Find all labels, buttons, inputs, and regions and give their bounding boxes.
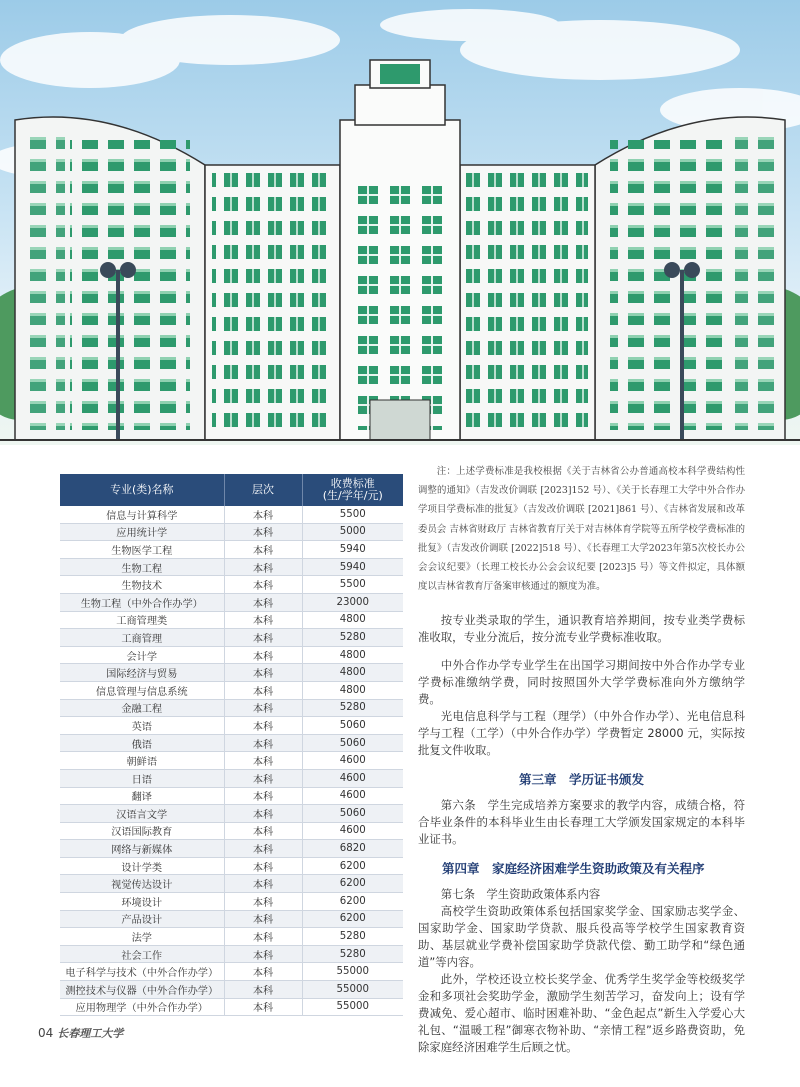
table-row: [60, 875, 403, 893]
table-row: [60, 541, 403, 559]
major-cell: 翻译: [60, 787, 224, 805]
level-cell: 本科: [224, 769, 302, 787]
major-cell: 视觉传达设计: [60, 875, 224, 893]
level-cell: 本科: [224, 805, 302, 823]
major-cell: 设计学类: [60, 857, 224, 875]
fee-note: 注：上述学费标准是我校根据《关于吉林省公办普通高校本科学费结构性调整的通知》（吉发改价调联 [2023]152 号）、《关于长春理工大学中外合作办学项目学费标准的批复》（吉发改价调联 [2021]861 号）、《吉林省发展和改革委员会 吉林省财政厅 吉林省教育厅关于对吉林体育学院等五所学校学费标准的批复》（吉发改价调联 [2022]518 号）、《长春理工大学2023年第5次校长办公会会议纪要》（长理工校长办公会会议纪要 [2023]5 号）等文件拟定，具体额度以吉林省教育厅备案审核通过的额度为准。: [418, 466, 745, 593]
table-row: [60, 681, 403, 699]
level-cell: 本科: [224, 717, 302, 735]
tuition-fee-table: [60, 474, 403, 1016]
major-cell: 信息与计算科学: [60, 506, 224, 523]
fee-cell: 55000: [302, 981, 403, 999]
level-cell: 本科: [224, 998, 302, 1016]
university-logo-text: 长春理工大学: [57, 1027, 124, 1040]
col-header-fee: 收费标准 (生/学年/元): [302, 474, 403, 506]
table-row: [60, 699, 403, 717]
fee-cell: 5280: [302, 699, 403, 717]
major-cell: 应用统计学: [60, 523, 224, 541]
major-cell: 产品设计: [60, 910, 224, 928]
left-wing: [15, 117, 205, 440]
paragraph-school-aid: 此外，学校还设立校长奖学金、优秀学生奖学金等校级奖学金和多项社会奖助学金，激励学生刻苦学习，奋发向上；设有学费减免、爱心超市、临时困难补助、“金色起点”新生入学爱心大礼包、“温暖工程”御寒衣物补助、“亲情工程”返乡路费资助，免除家庭经济困难学生后顾之忧。: [418, 972, 745, 1055]
level-cell: 本科: [224, 558, 302, 576]
level-cell: 本科: [224, 646, 302, 664]
table-body: [60, 506, 403, 1016]
table-row: [60, 593, 403, 611]
fee-cell: 4800: [302, 664, 403, 682]
major-cell: 会计学: [60, 646, 224, 664]
major-cell: 生物技术: [60, 576, 224, 594]
table-row: [60, 840, 403, 858]
level-cell: 本科: [224, 734, 302, 752]
major-cell: 工商管理: [60, 629, 224, 647]
article-7: 第七条 学生资助政策体系内容: [440, 887, 601, 902]
fee-cell: 5280: [302, 928, 403, 946]
major-cell: 社会工作: [60, 945, 224, 963]
fee-cell: 6820: [302, 840, 403, 858]
page-footer: [38, 1025, 123, 1041]
fee-cell: 5500: [302, 576, 403, 594]
major-cell: 国际经济与贸易: [60, 664, 224, 682]
level-cell: 本科: [224, 857, 302, 875]
level-cell: 本科: [224, 981, 302, 999]
level-cell: 本科: [224, 752, 302, 770]
table-row: [60, 629, 403, 647]
table-row: [60, 893, 403, 911]
major-cell: 汉语国际教育: [60, 822, 224, 840]
paragraph-sino-foreign: 中外合作办学专业学生在出国学习期间按中外合作办学专业学费标准缴纳学费，同时按照国外大学学费标准向外方缴纳学费。: [418, 658, 745, 707]
level-cell: 本科: [224, 664, 302, 682]
table-row: [60, 611, 403, 629]
central-tower: [340, 60, 460, 440]
table-row: [60, 928, 403, 946]
col-header-major: 专业(类)名称: [60, 474, 224, 506]
table-row: [60, 857, 403, 875]
level-cell: 本科: [224, 822, 302, 840]
table-row: [60, 664, 403, 682]
level-cell: 本科: [224, 893, 302, 911]
table-row: [60, 576, 403, 594]
level-cell: 本科: [224, 629, 302, 647]
fee-cell: 5940: [302, 558, 403, 576]
paragraph-aid-system: 高校学生资助政策体系包括国家奖学金、国家励志奖学金、国家助学金、国家助学贷款、服兵役高等学校学生国家教育资助、基层就业学费补偿国家助学贷款代偿、勤工助学和“绿色通道”等内容。: [418, 904, 745, 970]
level-cell: 本科: [224, 963, 302, 981]
table-row: [60, 646, 403, 664]
fee-cell: 4600: [302, 822, 403, 840]
level-cell: 本科: [224, 576, 302, 594]
major-cell: 俄语: [60, 734, 224, 752]
campus-building-illustration: [0, 0, 800, 445]
fee-cell: 4800: [302, 611, 403, 629]
fee-cell: 5000: [302, 523, 403, 541]
major-cell: 朝鲜语: [60, 752, 224, 770]
major-cell: 法学: [60, 928, 224, 946]
table-row: [60, 734, 403, 752]
col-header-level: 层次: [224, 474, 302, 506]
fee-cell: 5280: [302, 945, 403, 963]
level-cell: 本科: [224, 928, 302, 946]
table-row: [60, 752, 403, 770]
page-number: 04: [38, 1026, 54, 1040]
fee-cell: 5940: [302, 541, 403, 559]
fee-cell: 6200: [302, 910, 403, 928]
fee-cell: 23000: [302, 593, 403, 611]
major-cell: 生物工程（中外合作办学）: [60, 593, 224, 611]
table-row: [60, 787, 403, 805]
right-column: [418, 462, 745, 1056]
table-row: [60, 963, 403, 981]
major-cell: 测控技术与仪器（中外合作办学）: [60, 981, 224, 999]
major-cell: 信息管理与信息系统: [60, 681, 224, 699]
fee-cell: 55000: [302, 963, 403, 981]
level-cell: 本科: [224, 541, 302, 559]
table-row: [60, 945, 403, 963]
fee-cell: 5500: [302, 506, 403, 523]
level-cell: 本科: [224, 699, 302, 717]
table-header-row: [60, 474, 403, 506]
level-cell: 本科: [224, 611, 302, 629]
level-cell: 本科: [224, 945, 302, 963]
fee-cell: 5060: [302, 805, 403, 823]
major-cell: 电子科学与技术（中外合作办学）: [60, 963, 224, 981]
level-cell: 本科: [224, 506, 302, 523]
fee-cell: 5060: [302, 717, 403, 735]
fee-cell: 4800: [302, 646, 403, 664]
table-row: [60, 998, 403, 1016]
major-cell: 工商管理类: [60, 611, 224, 629]
fee-cell: 5280: [302, 629, 403, 647]
fee-cell: 5060: [302, 734, 403, 752]
fee-cell: 4600: [302, 752, 403, 770]
level-cell: 本科: [224, 593, 302, 611]
major-cell: 日语: [60, 769, 224, 787]
major-cell: 生物工程: [60, 558, 224, 576]
major-cell: 应用物理学（中外合作办学）: [60, 998, 224, 1016]
level-cell: 本科: [224, 840, 302, 858]
fee-cell: 55000: [302, 998, 403, 1016]
chapter-3-heading: 第三章 学历证书颁发: [518, 772, 644, 788]
fee-cell: 4800: [302, 681, 403, 699]
building-drawing: [0, 0, 800, 445]
table-row: [60, 981, 403, 999]
major-cell: 生物医学工程: [60, 541, 224, 559]
table-row: [60, 822, 403, 840]
level-cell: 本科: [224, 681, 302, 699]
fee-cell: 6200: [302, 893, 403, 911]
table-row: [60, 717, 403, 735]
article-6: 第六条 学生完成培养方案要求的教学内容，成绩合格，符合毕业条件的本科毕业生由长春理工大学颁发国家规定的本科毕业证书。: [418, 798, 745, 847]
table-row: [60, 910, 403, 928]
paragraph-optoelectronics: 光电信息科学与工程（理学）（中外合作办学）、光电信息科学与工程（工学）（中外合作办学）学费暂定 28000 元，实际按批复文件收取。: [418, 709, 745, 758]
major-cell: 英语: [60, 717, 224, 735]
table-row: [60, 558, 403, 576]
level-cell: 本科: [224, 875, 302, 893]
right-wing: [595, 117, 785, 440]
fee-cell: 4600: [302, 787, 403, 805]
fee-cell: 6200: [302, 875, 403, 893]
table-row: [60, 523, 403, 541]
paragraph-major-category: 按专业类录取的学生，通识教育培养期间，按专业类学费标准收取，专业分流后，按分流专业学费标准收取。: [418, 613, 745, 645]
major-cell: 金融工程: [60, 699, 224, 717]
major-cell: 环境设计: [60, 893, 224, 911]
chapter-4-heading: 第四章 家庭经济困难学生资助政策及有关程序: [442, 861, 705, 877]
table-row: [60, 506, 403, 523]
table-row: [60, 769, 403, 787]
level-cell: 本科: [224, 787, 302, 805]
level-cell: 本科: [224, 523, 302, 541]
level-cell: 本科: [224, 910, 302, 928]
major-cell: 汉语言文学: [60, 805, 224, 823]
fee-cell: 6200: [302, 857, 403, 875]
table-row: [60, 805, 403, 823]
major-cell: 网络与新媒体: [60, 840, 224, 858]
fee-cell: 4600: [302, 769, 403, 787]
